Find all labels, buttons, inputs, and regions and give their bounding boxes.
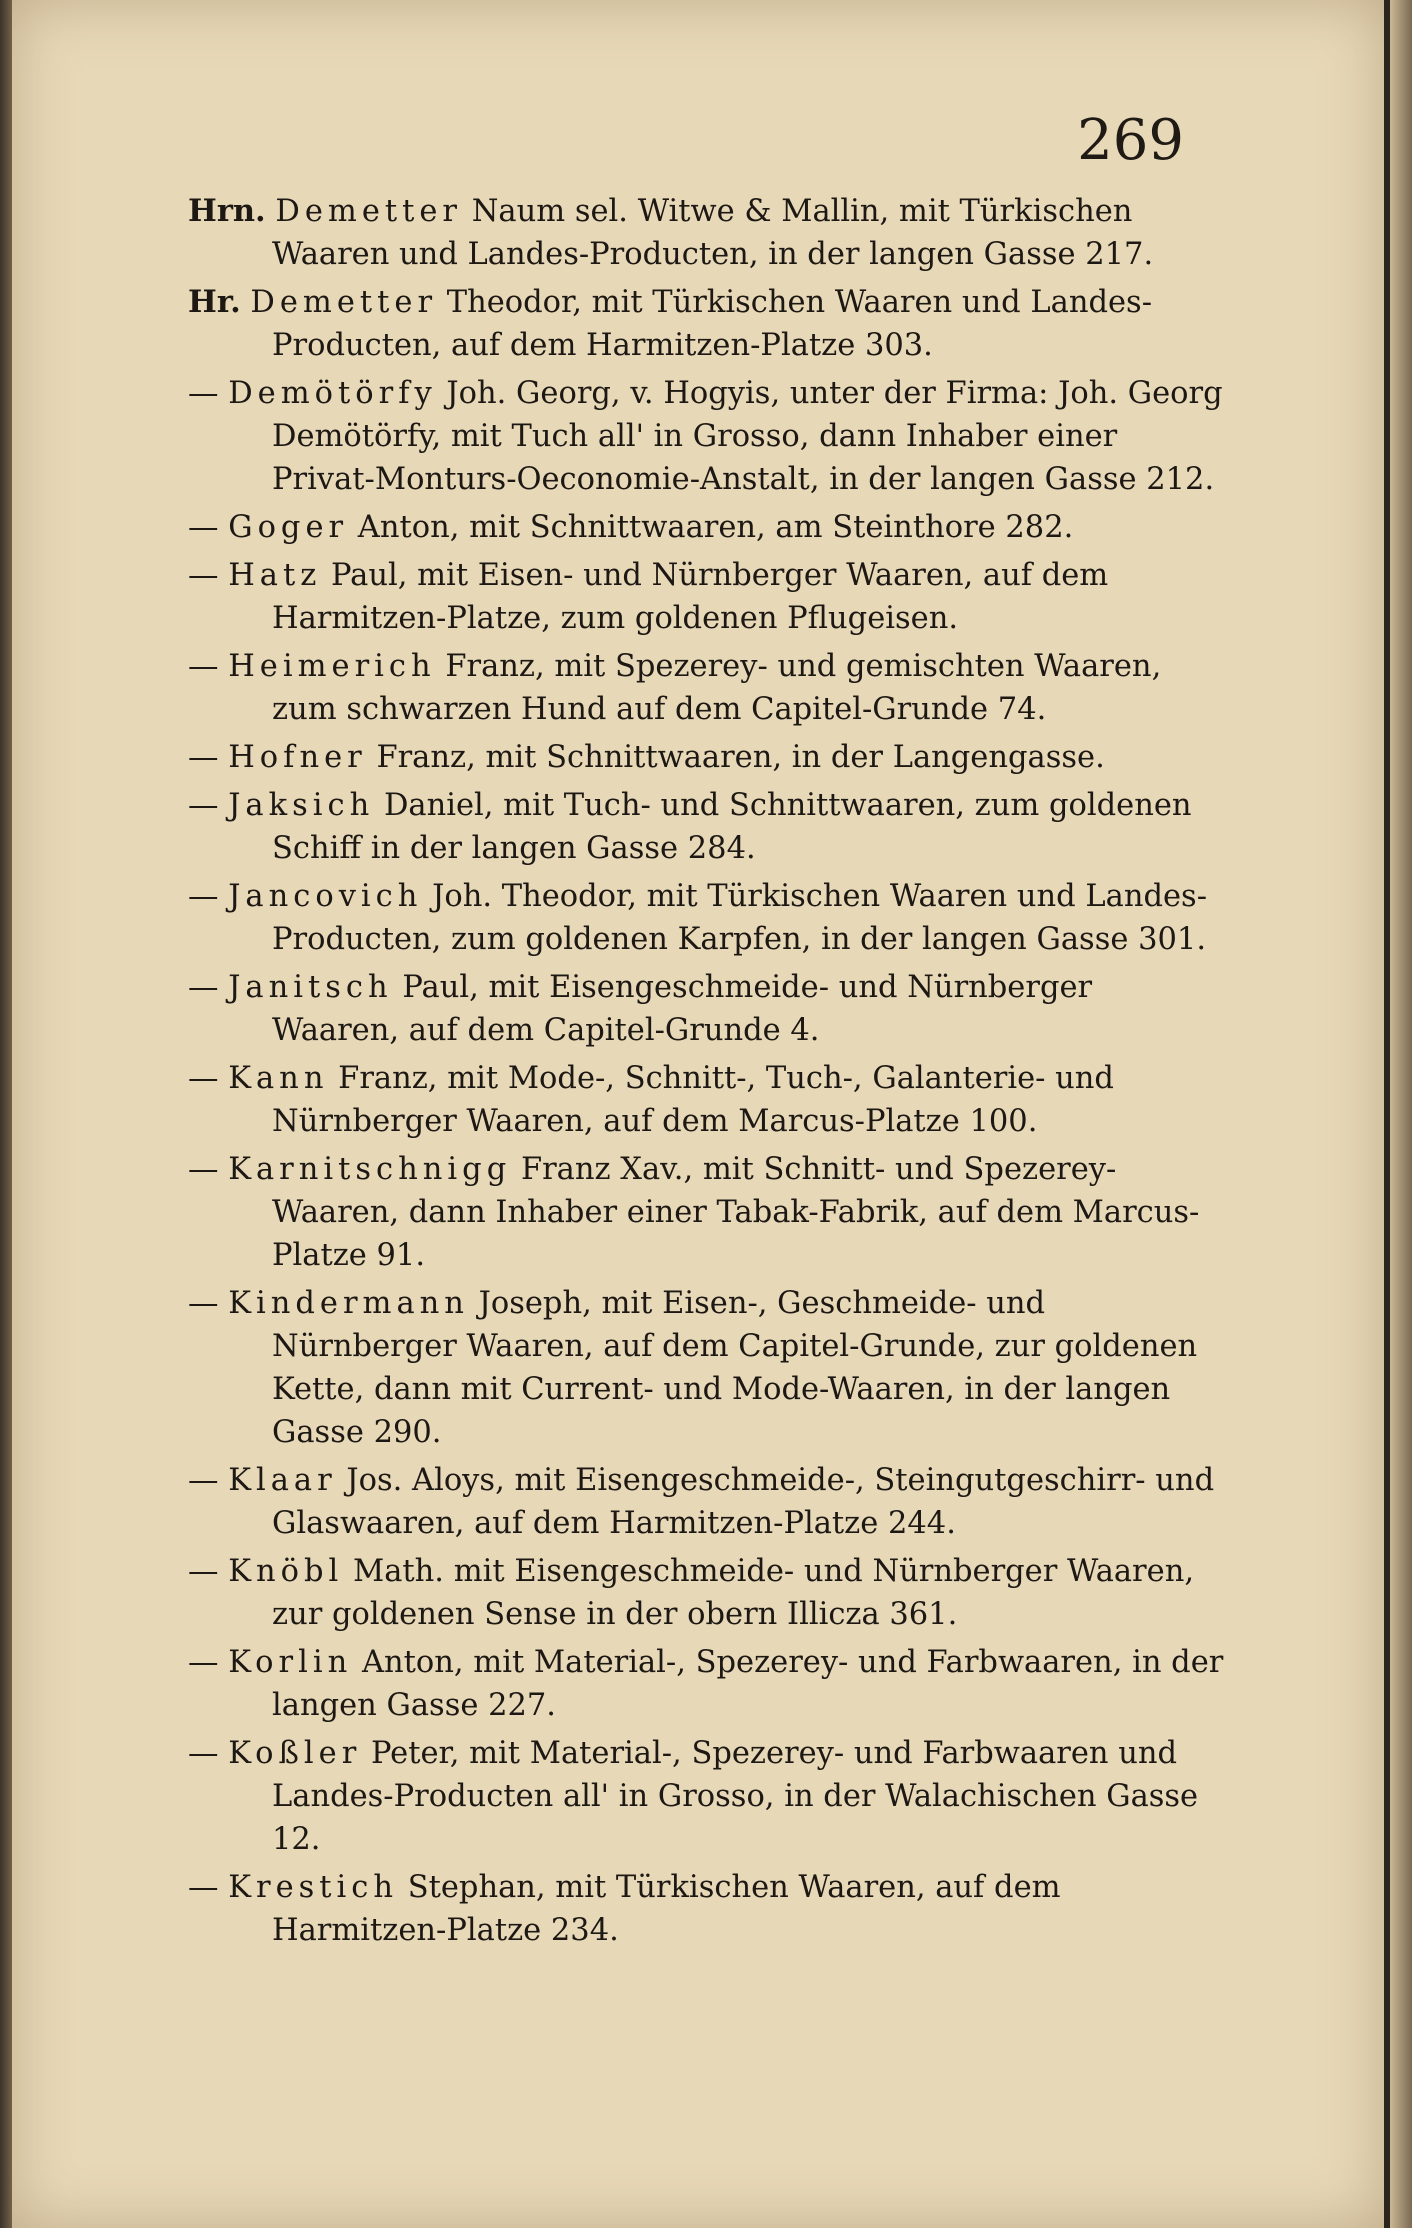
entry-text: Theodor, mit Türkischen Waaren und Landes-Producten, auf dem Harmitzen-Platze 303.: [272, 285, 1153, 363]
entry-prefix: —: [188, 879, 219, 914]
entry-name: Koßler: [228, 1736, 362, 1771]
directory-entry: [188, 645, 1228, 731]
directory-entry: [188, 554, 1228, 640]
entry-prefix: —: [188, 788, 219, 823]
entry-prefix: —: [188, 510, 219, 545]
page-edge-shadow: [1390, 0, 1412, 2228]
entry-prefix: —: [188, 1645, 219, 1680]
entry-name: Kindermann: [228, 1286, 469, 1321]
directory-entry: [188, 281, 1228, 367]
directory-entry: [188, 1550, 1228, 1636]
directory-entry: [188, 784, 1228, 870]
entry-text: Stephan, mit Türkischen Waaren, auf dem Harmitzen-Platze 234.: [272, 1870, 1061, 1948]
entry-text: Naum sel. Witwe & Mallin, mit Türkischen Waaren und Landes-Producten, in der langen Gasse 217.: [272, 194, 1154, 272]
entry-prefix: —: [188, 558, 219, 593]
entry-prefix: —: [188, 1286, 219, 1321]
directory-entry: [188, 1641, 1228, 1727]
entry-text: Joseph, mit Eisen-, Geschmeide- und Nürnberger Waaren, auf dem Capitel-Grunde, zur goldenen Kette, dann mit Current- und Mode-Waaren, in der langen Gasse 290.: [272, 1286, 1198, 1450]
entry-name: Heimerich: [228, 649, 436, 684]
entry-name: Karnitschnigg: [228, 1152, 512, 1187]
entry-prefix: —: [188, 1061, 219, 1096]
entry-text: Joh. Theodor, mit Türkischen Waaren und Landes-Producten, zum goldenen Karpfen, in der langen Gasse 301.: [272, 879, 1208, 957]
entry-text: Franz, mit Spezerey- und gemischten Waaren, zum schwarzen Hund auf dem Capitel-Grunde 74.: [272, 649, 1162, 727]
entry-name: Hofner: [228, 740, 367, 775]
entry-prefix: —: [188, 1736, 219, 1771]
entry-name: Demetter: [275, 194, 463, 229]
entry-name: Klaar: [228, 1463, 337, 1498]
entry-name: Demetter: [250, 285, 438, 320]
entry-text: Franz Xav., mit Schnitt- und Spezerey-Waaren, dann Inhaber einer Tabak-Fabrik, auf dem Marcus-Platze 91.: [272, 1152, 1200, 1273]
directory-entry: [188, 1866, 1228, 1952]
entry-prefix: —: [188, 1870, 219, 1905]
page-number: 269: [1077, 108, 1184, 173]
entry-prefix: —: [188, 649, 219, 684]
entry-text: Anton, mit Material-, Spezerey- und Farbwaaren, in der langen Gasse 227.: [272, 1645, 1224, 1723]
entry-name: Hatz: [228, 558, 322, 593]
entry-name: Knöbl: [228, 1554, 344, 1589]
entry-name: Demötörfy: [228, 376, 437, 411]
directory-entry: [188, 1459, 1228, 1545]
merchant-directory-list: [188, 190, 1228, 1957]
directory-entry: [188, 1732, 1228, 1861]
directory-entry: [188, 966, 1228, 1052]
entry-prefix: —: [188, 1463, 219, 1498]
entry-text: Anton, mit Schnittwaaren, am Steinthore 282.: [357, 510, 1074, 545]
entry-prefix: —: [188, 970, 219, 1005]
entry-text: Math. mit Eisengeschmeide- und Nürnberger Waaren, zur goldenen Sense in der obern Illicza 361.: [272, 1554, 1195, 1632]
directory-entry: [188, 190, 1228, 276]
directory-entry: [188, 1057, 1228, 1143]
entry-text: Jos. Aloys, mit Eisengeschmeide-, Steingutgeschirr- und Glaswaaren, auf dem Harmitzen-Platze 244.: [272, 1463, 1215, 1541]
entry-name: Kann: [228, 1061, 329, 1096]
directory-entry: [188, 372, 1228, 501]
entry-prefix: —: [188, 1152, 219, 1187]
entry-name: Korlin: [228, 1645, 353, 1680]
entry-prefix: Hrn.: [188, 193, 266, 229]
entry-name: Goger: [228, 510, 349, 545]
book-page: [12, 0, 1384, 2228]
entry-name: Jaksich: [228, 788, 375, 823]
entry-text: Franz, mit Schnittwaaren, in der Langengasse.: [376, 740, 1105, 775]
entry-text: Paul, mit Eisen- und Nürnberger Waaren, auf dem Harmitzen-Platze, zum goldenen Pflugeisen.: [272, 558, 1109, 636]
entry-prefix: —: [188, 1554, 219, 1589]
entry-name: Krestich: [228, 1870, 399, 1905]
entry-name: Jancovich: [228, 879, 423, 914]
directory-entry: [188, 506, 1228, 549]
entry-text: Peter, mit Material-, Spezerey- und Farbwaaren und Landes-Producten all' in Grosso, in der Walachischen Gasse 12.: [272, 1736, 1199, 1857]
directory-entry: [188, 736, 1228, 779]
directory-entry: [188, 1148, 1228, 1277]
directory-entry: [188, 1282, 1228, 1454]
entry-name: Janitsch: [228, 970, 393, 1005]
entry-text: Paul, mit Eisengeschmeide- und Nürnberger Waaren, auf dem Capitel-Grunde 4.: [272, 970, 1093, 1048]
entry-prefix: —: [188, 740, 219, 775]
entry-text: Daniel, mit Tuch- und Schnittwaaren, zum goldenen Schiff in der langen Gasse 284.: [272, 788, 1192, 866]
directory-entry: [188, 875, 1228, 961]
entry-prefix: Hr.: [188, 284, 241, 320]
entry-text: Joh. Georg, v. Hogyis, unter der Firma: Joh. Georg Demötörfy, mit Tuch all' in Grosso, dann Inhaber einer Privat-Monturs-Oeconomie-Anstalt, in der langen Gasse 212.: [272, 376, 1223, 497]
entry-prefix: —: [188, 376, 219, 411]
entry-text: Franz, mit Mode-, Schnitt-, Tuch-, Galanterie- und Nürnberger Waaren, auf dem Marcus-Platze 100.: [272, 1061, 1114, 1139]
